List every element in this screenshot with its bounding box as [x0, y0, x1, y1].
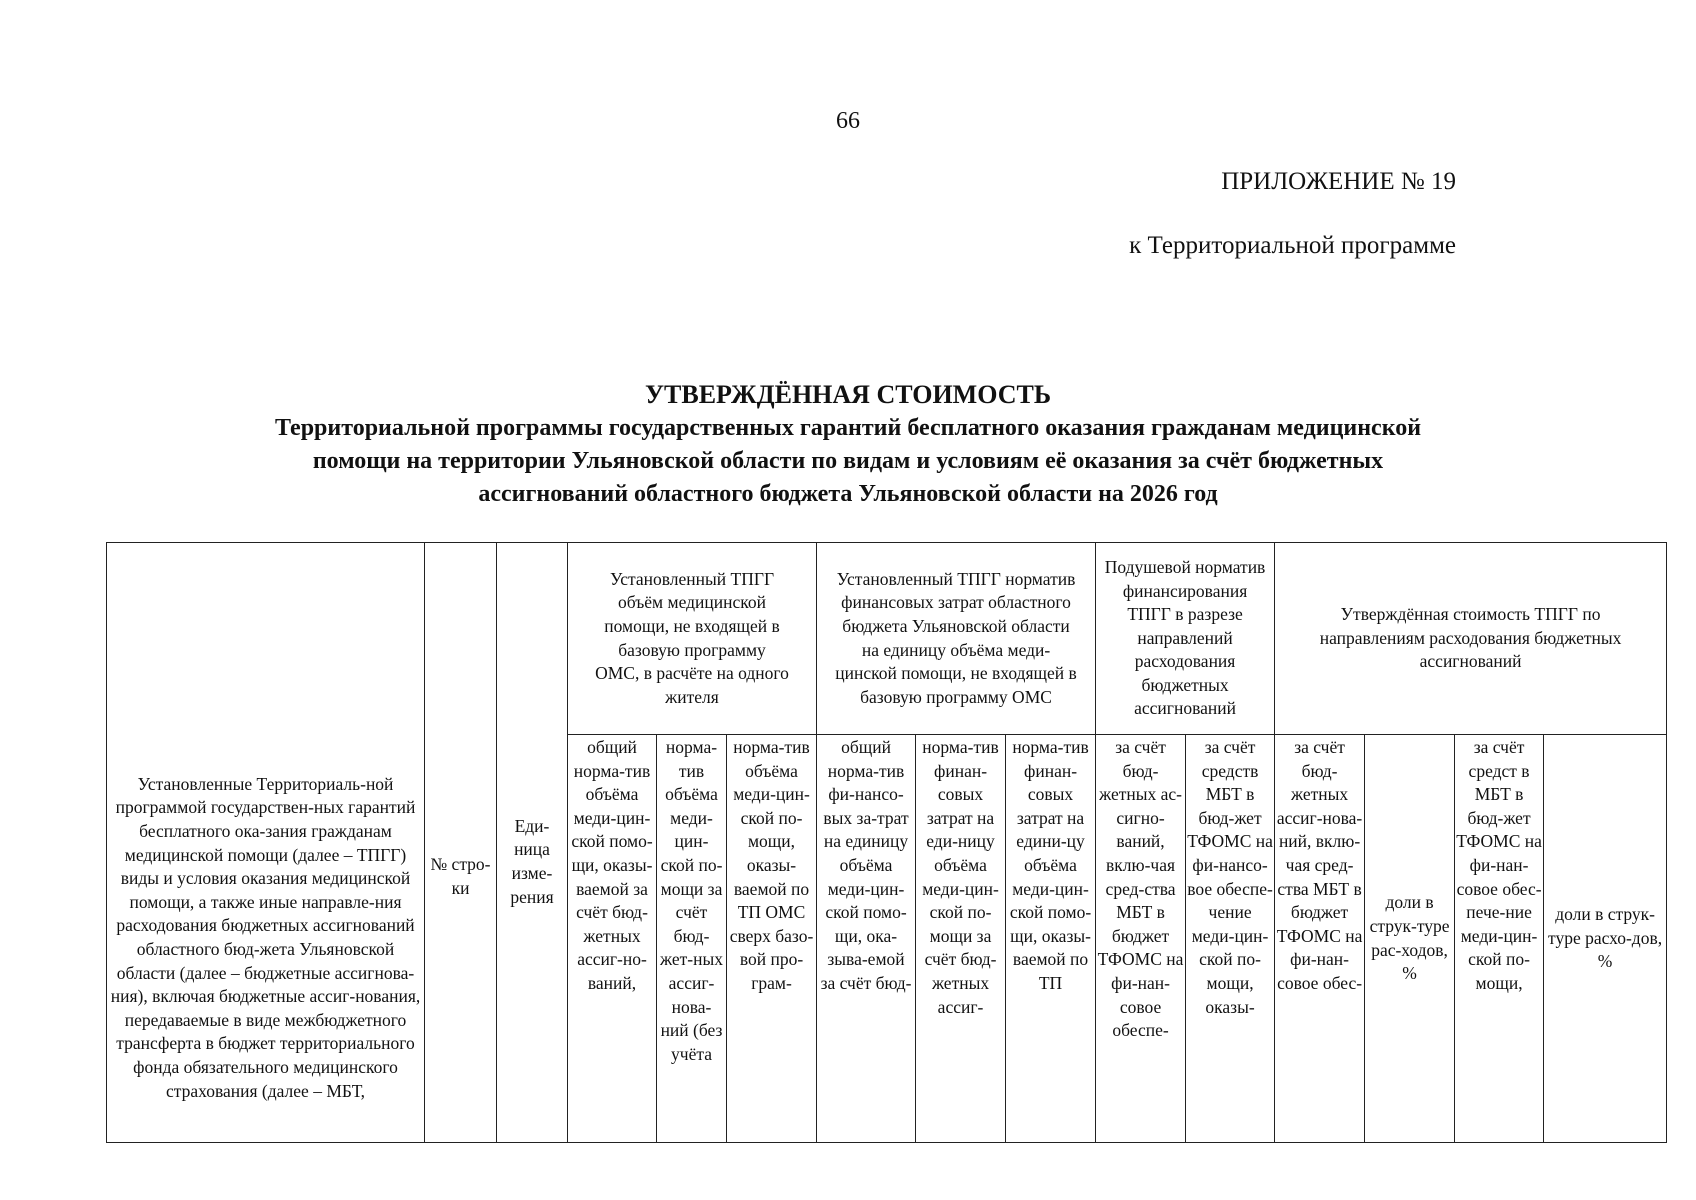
subheader-3: норма-тив объёма меди-цин-ской по-мощи, оказы-ваемой по ТП ОМС сверх базо-вой про-грам- [727, 735, 817, 1143]
subheader-8: за счёт средств МБТ в бюд-жет ТФОМС на фи-нансо-вое обеспе-чение меди-цин-ской по-мощи, оказы- [1186, 735, 1275, 1143]
annex-title: ПРИЛОЖЕНИЕ № 19 [1221, 168, 1456, 195]
subheader-10: доли в струк-туре рас-ходов, % [1365, 735, 1455, 1143]
subheader-12: доли в струк-туре расхо-дов, % [1544, 735, 1667, 1143]
subheader-9: за счёт бюд-жетных ассиг-нова-ний, вклю-чая сред-ства МБТ в бюджет ТФОМС на фи-нан-совое обес- [1275, 735, 1365, 1143]
annex-subtitle: к Территориальной программе [1129, 232, 1456, 259]
subheader-2: норма-тив объёма меди-цин-ской по-мощи за счёт бюд-жет-ных ассиг-нова-ний (без учёта [657, 735, 727, 1143]
subheader-1: общий норма-тив объёма меди-цин-ской помо-щи, оказы-ваемой за счёт бюд-жетных ассиг-но-ваний, [568, 735, 657, 1143]
header-cost-group: Утверждённая стоимость ТПГГ по направлениям расходования бюджетных ассигнований [1275, 543, 1667, 735]
header-norm-group: Установленный ТПГГ норматив финансовых затрат областного бюджета Ульяновской области на единицу объёма меди-цинской помощи, не входящей в базовую программу ОМС [817, 543, 1096, 735]
document-title: УТВЕРЖДЁННАЯ СТОИМОСТЬ [644, 380, 1052, 409]
header-unit: Еди-ница изме-рения [497, 543, 568, 1143]
header-volume-group: Установленный ТПГГ объём медицинской помощи, не входящей в базовую программу ОМС, в расчёте на одного жителя [568, 543, 817, 735]
document-subtitle: Территориальной программы государственных гарантий бесплатного оказания гражданам медицинской помощи на территории Ульяновской области по видам и условиям её оказания за счёт бюджетных ассигнований областного бюджета Ульяновской области на 2026 год [274, 415, 1422, 507]
subheader-4: общий норма-тив фи-нансо-вых за-трат на единицу объёма меди-цин-ской помо-щи, ока-зыва-емой за счёт бюд- [817, 735, 916, 1143]
header-percapita-group: Подушевой норматив финансирования ТПГГ в разрезе направлений расходования бюджетных ассигнований [1096, 543, 1275, 735]
subheader-6: норма-тив финан-совых затрат на едини-цу объёма меди-цин-ской помо-щи, оказы-ваемой по ТП [1006, 735, 1096, 1143]
header-row-number: № стро-ки [425, 543, 497, 1143]
subheader-11: за счёт средст в МБТ в бюд-жет ТФОМС на фи-нан-совое обес-пече-ние меди-цин-ской по-мощи, [1455, 735, 1544, 1143]
cost-table [106, 542, 1667, 1143]
page-number: 66 [836, 108, 860, 134]
subheader-5: норма-тив финан-совых затрат на еди-ницу объёма меди-цин-ской по-мощи за счёт бюд-жетных ассиг- [916, 735, 1006, 1143]
header-main-column: Установленные Территориаль-ной программой государствен-ных гарантий бесплатного ока-зания гражданам медицинской помощи (далее – ТПГГ) виды и условия оказания медицинской помощи, а также иные направле-ния расходования бюджетных ассигнований областного бюд-жета Ульяновской области (далее – бюджетные ассигнова-ния), включая бюджетные ассиг-нования, передаваемые в виде межбюджетного трансферта в бюджет территориального фонда обязательного медицинского страхования (далее – МБТ, [107, 543, 425, 1143]
subheader-7: за счёт бюд-жетных ас-сигно-ваний, вклю-чая сред-ства МБТ в бюджет ТФОМС на фи-нан-совое обеспе- [1096, 735, 1186, 1143]
